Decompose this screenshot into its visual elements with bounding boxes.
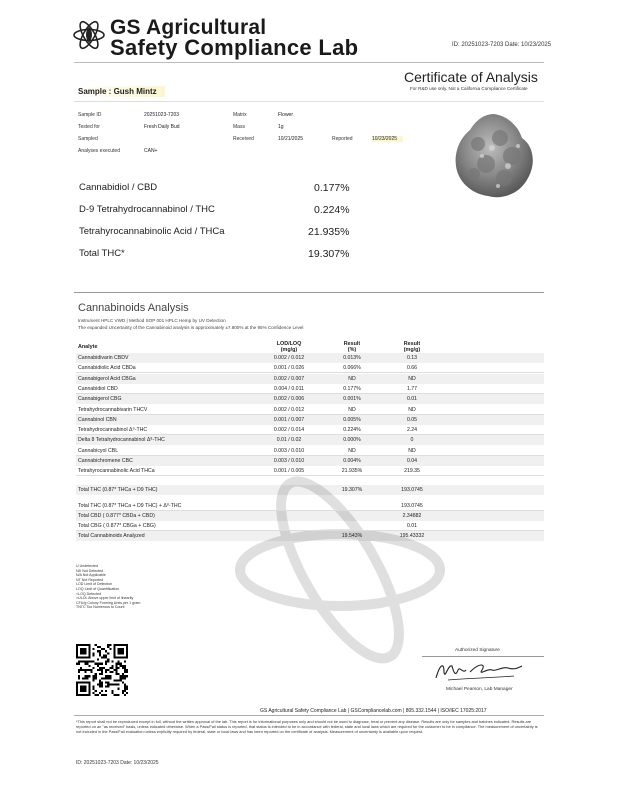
total-row [76,531,544,541]
section-divider [74,292,544,293]
result-mg-cell: 0.66 [406,365,418,372]
lod-cell: 0.002 / 0.014 [273,427,305,434]
legend-item: CFU/g Colony Forming Units per 1 gram [76,600,141,605]
result-mg-cell: 0.04 [406,458,418,464]
table-row [76,363,544,373]
col-header-result-pct-line2: (%) [347,347,357,353]
signature-label: Authorized Signature [455,648,500,653]
analyte-cell: Tetrahyrocannabinolic Acid THCa [78,468,155,475]
analyte-cell: Cannabigerol Acid CBGa [78,375,136,382]
total-row [76,521,544,531]
lod-cell: 0.01 / 0.02 [276,437,302,444]
result-mg-cell: 0.05 [406,416,418,423]
field-label: Mass [233,124,245,130]
brand-line1: GS Agricultural [110,16,267,39]
result-mg-cell: 2.34882 [402,512,422,519]
flower-bud-image [448,108,540,204]
result-pct-cell: 0.013% [343,355,361,361]
result-mg-cell: 0 [410,437,414,444]
coa-title: Certificate of Analysis [404,69,538,85]
analyte-cell: Tetrahydrocannabinol Δ⁹-THC [78,427,148,434]
legend-item: U Undetected [76,564,98,568]
analyte-cell: Total CBD ( 0.877* CBDa + CBD) [78,512,155,519]
analyte-cell: Total Cannabinoids Analyzed [78,532,145,539]
lod-cell: 0.001 / 0.005 [273,468,305,475]
qr-code-icon[interactable] [76,644,128,696]
lod-cell: 0.001 / 0.007 [273,416,305,423]
result-pct-cell: 0.224% [343,427,361,434]
legend-item: TNTC Too Numerous to Count [76,605,125,610]
result-mg-cell: ND [408,406,416,413]
total-row [76,511,544,521]
lod-cell: 0.002 / 0.012 [273,355,305,361]
field-value: CAN+ [144,148,158,154]
footer-lab-line: GS Agricultural Safety Compliance Lab | GSCompliancelab.com | 805.332.1544 | ISO/IEC 17025:2017 [260,708,487,714]
analyte-cell: Total THC (0.87* THCa + D9 THC) + Δ⁸-THC [78,502,182,509]
handwritten-signature [430,656,525,686]
analyte-cell: Cannabidiol CBD [78,385,118,392]
sample-title: Sample : Gush Mintz [76,86,165,97]
result-pct-cell: 21.935% [341,468,363,475]
result-pct-cell: ND [348,375,356,382]
legend-item: NT Not Reported [76,577,104,582]
summary-value: 19.307% [308,248,350,260]
col-header-lod-line1: LOD/LOQ [276,341,302,347]
result-pct-cell: ND [348,447,356,454]
result-pct-cell: ND [348,406,356,413]
field-label: Matrix [233,112,247,118]
summary-value: 21.935% [308,226,350,238]
field-label: Analyses executed [78,148,120,154]
total-row [76,485,544,495]
result-mg-cell: 2.24 [406,427,418,434]
field-label: Received [233,136,254,142]
result-mg-cell: ND [408,447,416,454]
lod-cell: 0.002 / 0.007 [273,375,305,382]
result-pct-cell: 0.001% [343,396,361,403]
result-mg-cell: 193.0745 [401,486,423,493]
summary-value: 0.224% [314,204,350,216]
legend-item: ND Not Detected [76,568,104,573]
summary-name: Total THC* [79,248,125,259]
field-label: Sample ID [78,112,102,118]
field-value: 20251023-7203 [144,112,180,118]
table-row [76,425,544,435]
col-header-result-mg [382,341,442,353]
analyte-cell: Cannabidivarin CBDV [78,355,129,361]
brand-line2: Safety Compliance Lab [110,35,359,60]
result-mg-cell: 195.43332 [399,532,425,539]
analyte-cell: Delta 8 Tetrahydrocannabinol Δ⁸-THC [78,437,165,444]
reported-value: 10/23/2025 [372,136,403,142]
summary-value: 0.177% [314,182,350,194]
col-header-result-mg-line2: (mg/g) [403,347,421,353]
analyte-cell: Cannabidiolic Acid CBDa [78,365,136,372]
legend-item: LOD Limit of Detection [76,582,113,587]
analyte-cell: Cannabigerol CBG [78,396,122,403]
result-pct-cell: 0.066% [343,365,361,372]
total-row [76,501,544,511]
summary-name: Cannabidiol / CBD [79,182,158,193]
footer-divider [74,715,544,716]
lod-cell: 0.001 / 0.026 [273,365,305,372]
field-value: 1g [278,124,284,130]
legend-item: LOQ Limit of Quantification [76,586,120,591]
disclaimer: *This report shall not be reproduced except in full, without the written approval of the lab. This report is for informational purposes only and should not be used to diagnose, treat or prevent any disease. Results are only for samples and batches indicated. Results are reported on an "as received" basis, unless indicated otherwise. When a Pass/Fail status is reported, that status is intended to be in accordance with federal, state and local laws which are required for the customer to be in compliance. The measurement of uncertainty is not included in the Pass/Fail evaluation unless explicitly required by federal, state or local laws and has been reported on the certificate of analysis. Measurement of uncertainty is available upon request. [76,719,538,734]
legend-item: N/A Not Applicable [76,573,106,578]
result-mg-cell: ND [408,375,416,382]
lab-logo-icon [72,18,106,52]
result-mg-cell: 193.0745 [401,502,423,509]
lod-cell: 0.002 / 0.006 [273,396,305,403]
analyte-cell: Cannabicyol CBL [78,447,119,454]
field-value: 10/21/2025 [278,136,304,142]
col-header-analyte: Analyte [78,344,98,350]
coa-note: For R&D use only. Not a California Compliance Certificate [410,86,528,91]
signer-name: Michael Pearson, Lab Manager [446,687,513,692]
table-row [76,446,544,456]
result-mg-cell: 1.77 [406,385,418,392]
col-header-result-pct [322,341,382,353]
table-row [76,374,544,384]
header-id-date: ID: 20251023-7203 Date: 10/23/2025 [452,42,552,48]
col-header-result-mg-line1: Result [403,341,421,347]
analysis-uncertainty: The expanded Uncertainty of the Cannabinoid analysis is approximately ±7.800% at the 95% Confidence Level [78,325,304,330]
analyte-cell: Total CBG ( 0.877* CBGa + CBG) [78,522,156,529]
summary-name: D-9 Tetrahydrocannabinol / THC [79,204,215,215]
result-pct-cell: 0.177% [343,385,361,392]
result-mg-cell: 0.01 [406,522,418,529]
result-mg-cell: 0.13 [406,355,418,361]
col-header-lod-line2: (mg/g) [280,347,298,353]
table-row [76,415,544,425]
col-header-result-pct-line1: Result [343,341,361,347]
summary-name: Tetrahyrocannabinolic Acid / THCa [79,226,225,237]
field-value: Fresh Daily Bud [144,124,180,130]
header-divider [74,62,544,63]
analyte-cell: Tetrahydrocannabivarin THCV [78,406,148,413]
result-pct-cell: 0.000% [343,437,361,444]
field-label: Sampled [78,136,98,142]
table-row [76,353,544,363]
result-pct-cell: 19.307% [341,486,363,493]
table-row [76,384,544,394]
result-pct-cell: 0.004% [343,458,361,464]
reported-label: Reported [332,136,353,142]
analyte-cell: Cannabinol CBN [78,416,117,423]
table-row [76,466,544,476]
result-pct-cell: 0.005% [343,416,361,423]
result-pct-cell: 19.543% [341,532,363,539]
result-mg-cell: 219.35 [404,468,420,475]
analysis-title: Cannabinoids Analysis [78,302,189,314]
table-row [76,405,544,415]
footer-id-date: ID: 20251023-7203 Date: 10/23/2025 [76,760,159,766]
legend [76,564,140,610]
legend-item: >ULOL Above upper limit of linearity [76,596,134,601]
lod-cell: 0.004 / 0.011 [274,385,304,392]
field-label: Tested for [78,124,100,130]
lod-cell: 0.002 / 0.012 [273,406,305,413]
legend-item: <LOQ Detected [76,591,102,596]
lod-cell: 0.003 / 0.010 [273,458,305,464]
lod-cell: 0.003 / 0.010 [273,447,305,454]
analyte-cell: Total THC (0.87* THCa + D9 THC) [78,486,158,493]
info-divider [74,101,544,102]
analyte-cell: Cannabichromene CBC [78,458,133,464]
col-header-lod [259,341,319,353]
table-row [76,456,544,466]
analysis-method: Instrument HPLC VWD | Method SOP 001 HPLC Hemp by UV Detection [78,318,226,323]
field-value: Flower [278,112,294,118]
result-mg-cell: 0.01 [406,396,418,403]
table-row [76,435,544,445]
table-row [76,394,544,404]
